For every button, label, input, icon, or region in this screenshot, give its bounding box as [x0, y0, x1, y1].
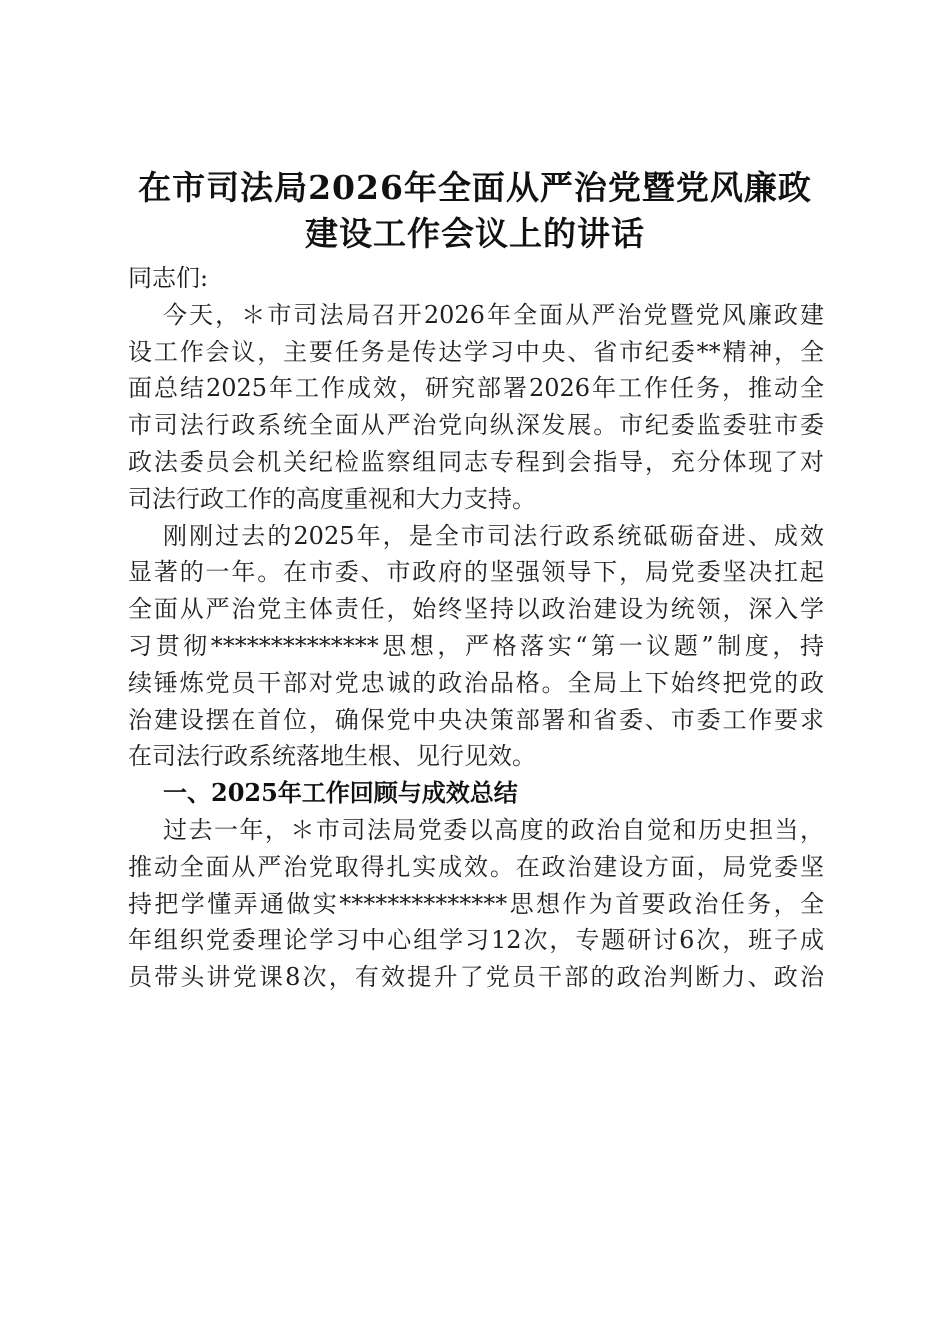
section-heading: 一、2025年工作回顾与成效总结	[163, 778, 518, 808]
document-body	[128, 260, 824, 996]
paragraph-line: 治建设摆在首位，确保党中央决策部署和省委、市委工作要求	[128, 705, 824, 734]
paragraph-line: 刚刚过去的2025年，是全市司法行政系统砥砺奋进、成效	[163, 521, 824, 550]
paragraph-1	[128, 297, 824, 518]
salutation: 同志们:	[128, 264, 209, 292]
paragraph-line: 持把学懂弄通做实**************思想作为首要政治任务，全	[128, 889, 824, 918]
paragraph-line: 员带头讲党课8次，有效提升了党员干部的政治判断力、政治	[128, 963, 824, 992]
paragraph-line: 显著的一年。在市委、市政府的坚强领导下，局党委坚决扛起	[128, 558, 824, 587]
paragraph-3	[128, 812, 824, 996]
paragraph-line: 市司法行政系统全面从严治党向纵深发展。市纪委监委驻市委	[128, 411, 824, 440]
document-title	[100, 165, 850, 257]
title-line-1: 在市司法局2026年全面从严治党暨党风廉政	[138, 168, 812, 207]
paragraph-line: 习贯彻**************思想，严格落实“第一议题”制度，持	[128, 631, 824, 660]
paragraph-line: 全面从严治党主体责任，始终坚持以政治建设为统领，深入学	[128, 595, 824, 624]
paragraph-line: 推动全面从严治党取得扎实成效。在政治建设方面，局党委坚	[128, 852, 824, 881]
paragraph-line: 设工作会议，主要任务是传达学习中央、省市纪委**精神，全	[128, 337, 824, 366]
paragraph-line: 在司法行政系统落地生根、见行见效。	[128, 742, 536, 771]
title-line-2: 建设工作会议上的讲话	[305, 214, 645, 253]
paragraph-line: 政法委员会机关纪检监察组同志专程到会指导，充分体现了对	[128, 447, 824, 476]
paragraph-line: 年组织党委理论学习中心组学习12次，专题研讨6次，班子成	[128, 926, 824, 955]
paragraph-line: 面总结2025年工作成效，研究部署2026年工作任务，推动全	[128, 374, 824, 403]
paragraph-line: 过去一年，＊市司法局党委以高度的政治自觉和历史担当，	[163, 815, 824, 844]
paragraph-line: 续锤炼党员干部对党忠诚的政治品格。全局上下始终把党的政	[128, 668, 824, 697]
paragraph-line: 今天，＊市司法局召开2026年全面从严治党暨党风廉政建	[163, 300, 824, 329]
paragraph-2	[128, 518, 824, 776]
paragraph-line: 司法行政工作的高度重视和大力支持。	[128, 484, 536, 513]
